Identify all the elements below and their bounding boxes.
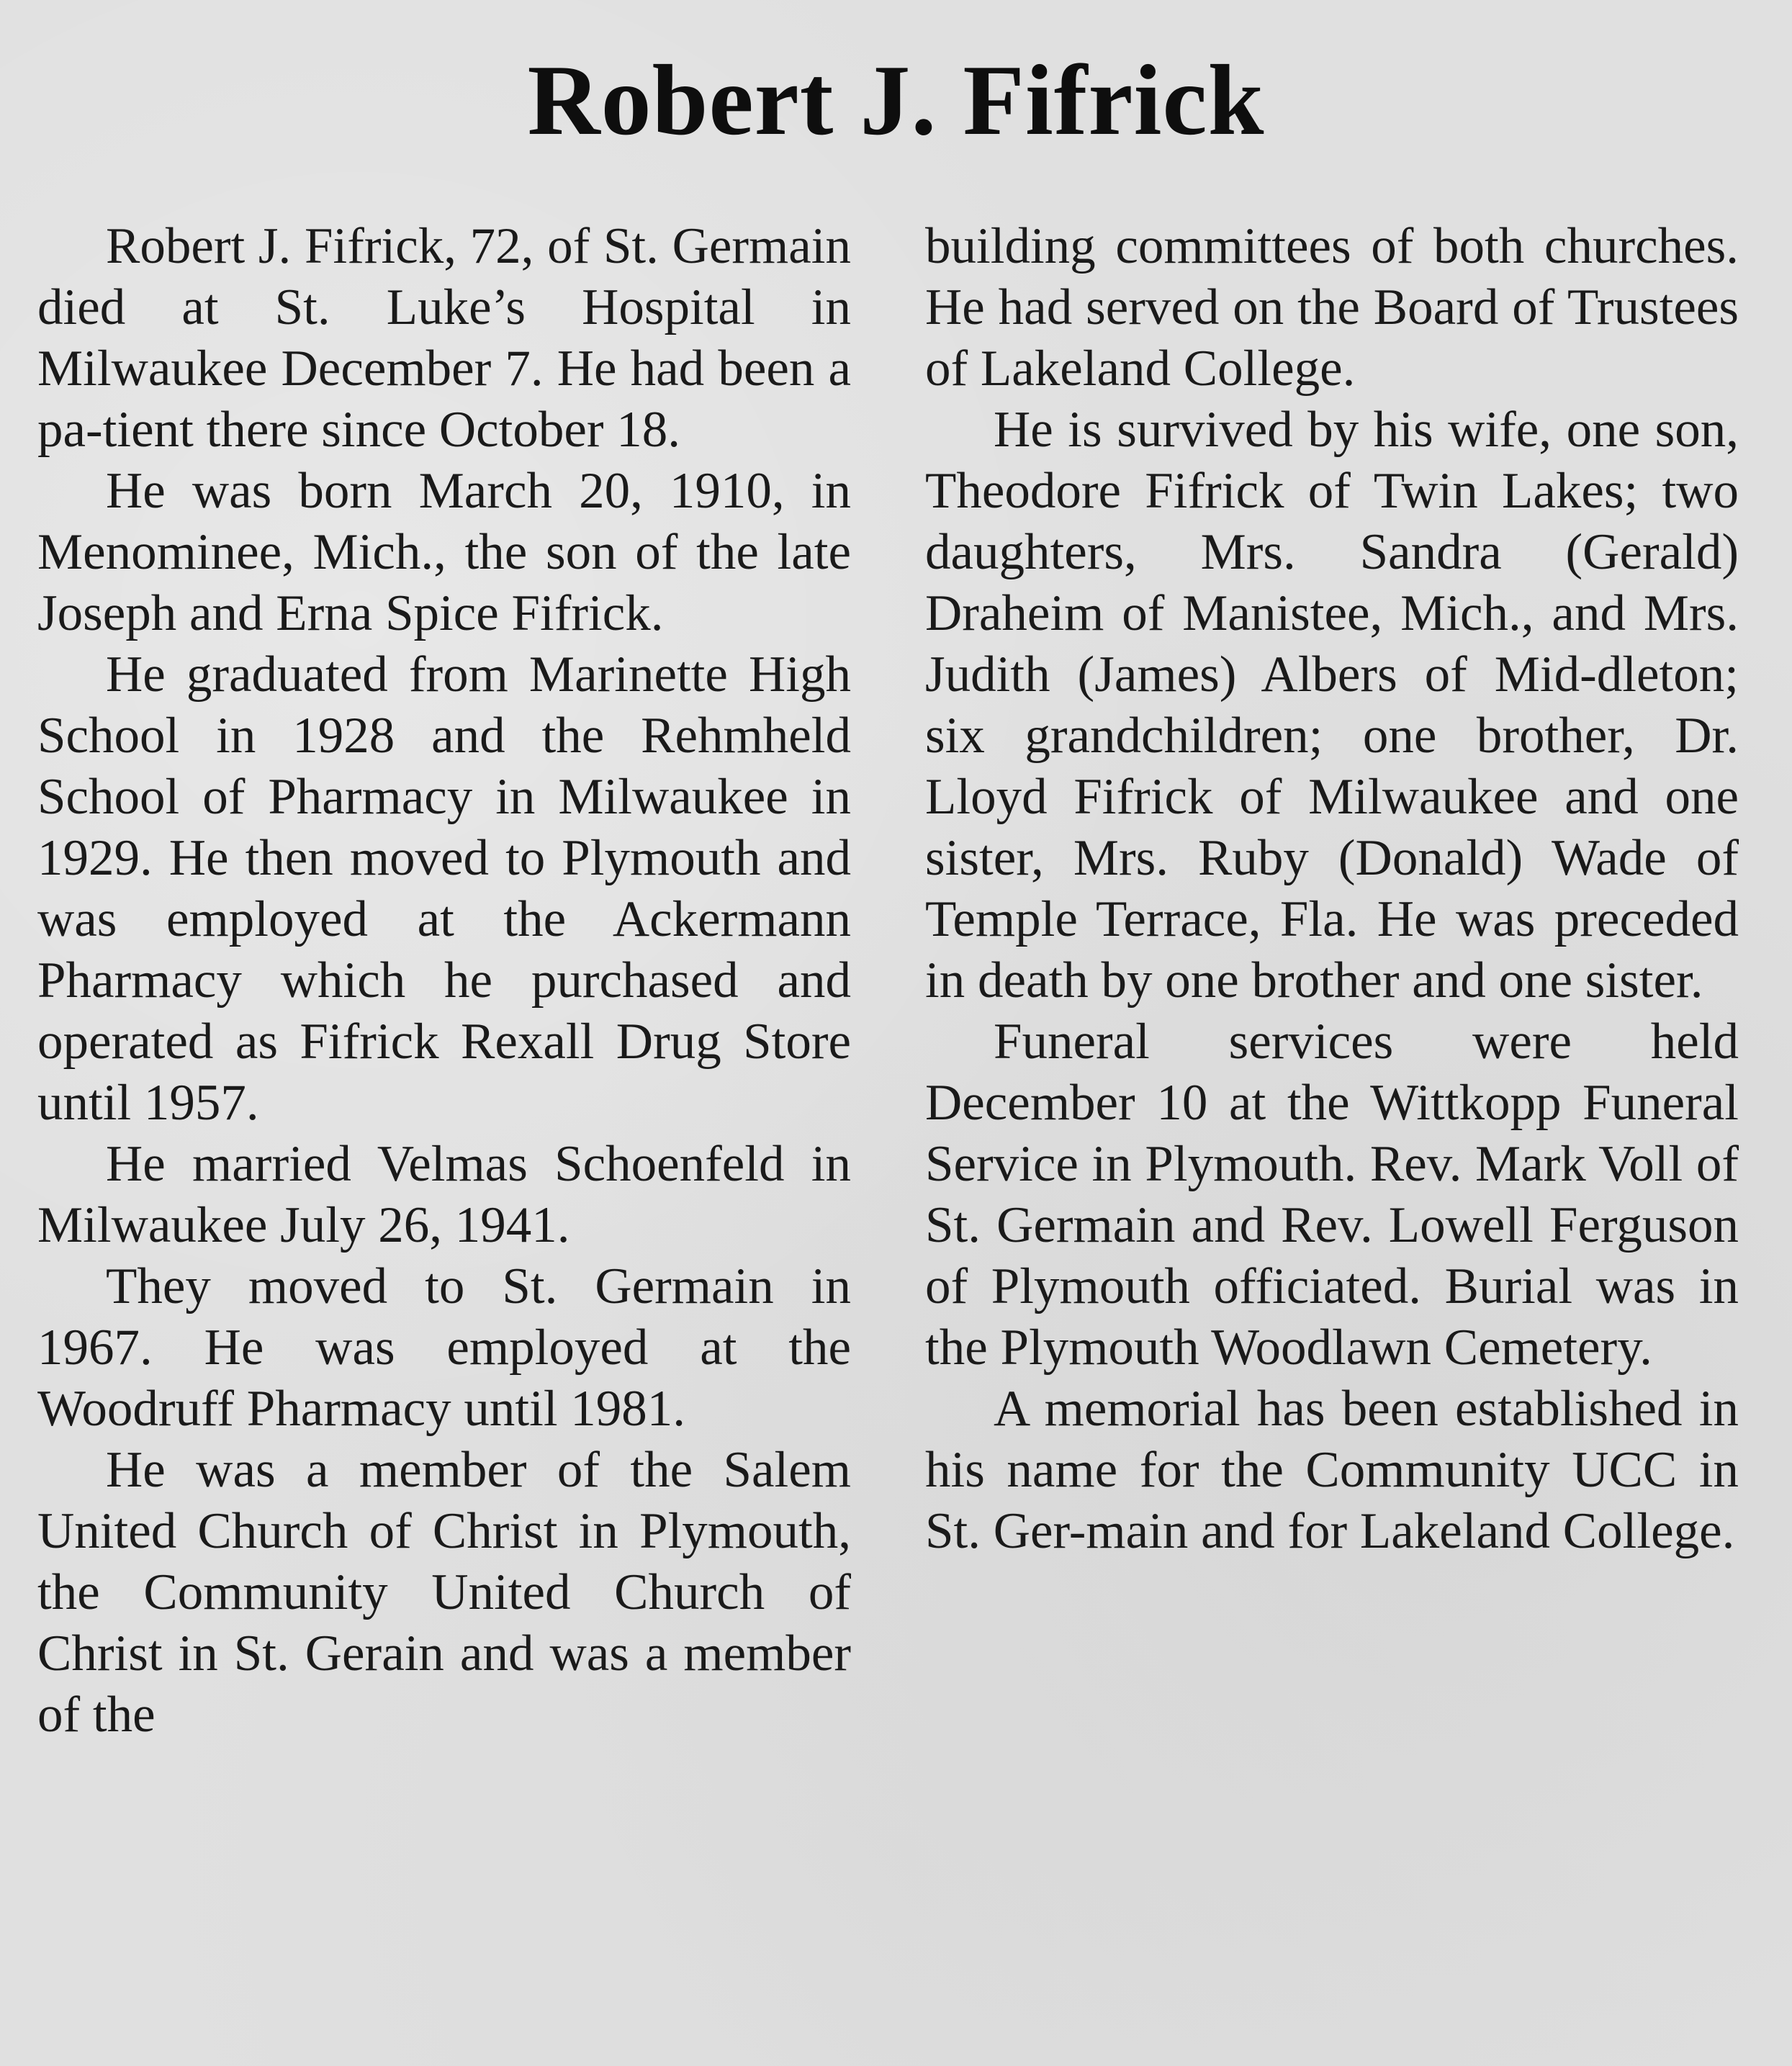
paragraph-church-membership-continued: building committees of both churches. He had served on the Board of Trustees of Lakeland College. [925, 218, 1739, 397]
paragraph-birth: He was born March 20, 1910, in Menominee, Mich., the son of the late Joseph and Erna Spice Fifrick. [37, 463, 851, 641]
right-column [925, 216, 1739, 1562]
paragraph-survivors: He is survived by his wife, one son, Theodore Fifrick of Twin Lakes; two daughters, Mrs. Sandra (Gerald) Draheim of Manistee, Mich., and Mrs. Judith (James) Albers of Mid-dleton; six grandchildren; one brother, Dr. Lloyd Fifrick of Milwaukee and one sister, Mrs. Ruby (Donald) Wade of Temple Terrace, Fla. He was preceded in death by one brother and one sister. [925, 402, 1739, 1009]
paragraph-move: They moved to St. Germain in 1967. He was employed at the Woodruff Pharmacy until 1981. [37, 1258, 851, 1437]
paragraph-church-membership: He was a member of the Salem United Church of Christ in Plymouth, the Community United Church of Christ in St. Gerain and was a member of the [37, 1442, 851, 1743]
left-column [37, 216, 851, 1746]
obituary-headline: Robert J. Fifrick [527, 45, 1265, 156]
paragraph-education-career: He graduated from Marinette High School in 1928 and the Rehmheld School of Pharmacy in Milwaukee in 1929. He then moved to Plymouth and was employed at the Ackermann Pharmacy which he purchased and operated as Fifrick Rexall Drug Store until 1957. [37, 646, 851, 1131]
paragraph-funeral: Funeral services were held December 10 at the Wittkopp Funeral Service in Plymouth. Rev. Mark Voll of St. Germain and Rev. Lowell Ferguson of Plymouth officiated. Burial was in the Plymouth Woodlawn Cemetery. [925, 1014, 1739, 1376]
paragraph-memorial: A memorial has been established in his name for the Community UCC in St. Ger-main and for Lakeland College. [925, 1381, 1739, 1559]
paragraph-death-notice: Robert J. Fifrick, 72, of St. Germain died at St. Luke’s Hospital in Milwaukee December 7. He had been a pa-tient there since October 18. [37, 218, 851, 458]
paragraph-marriage: He married Velmas Schoenfeld in Milwaukee July 26, 1941. [37, 1136, 851, 1253]
